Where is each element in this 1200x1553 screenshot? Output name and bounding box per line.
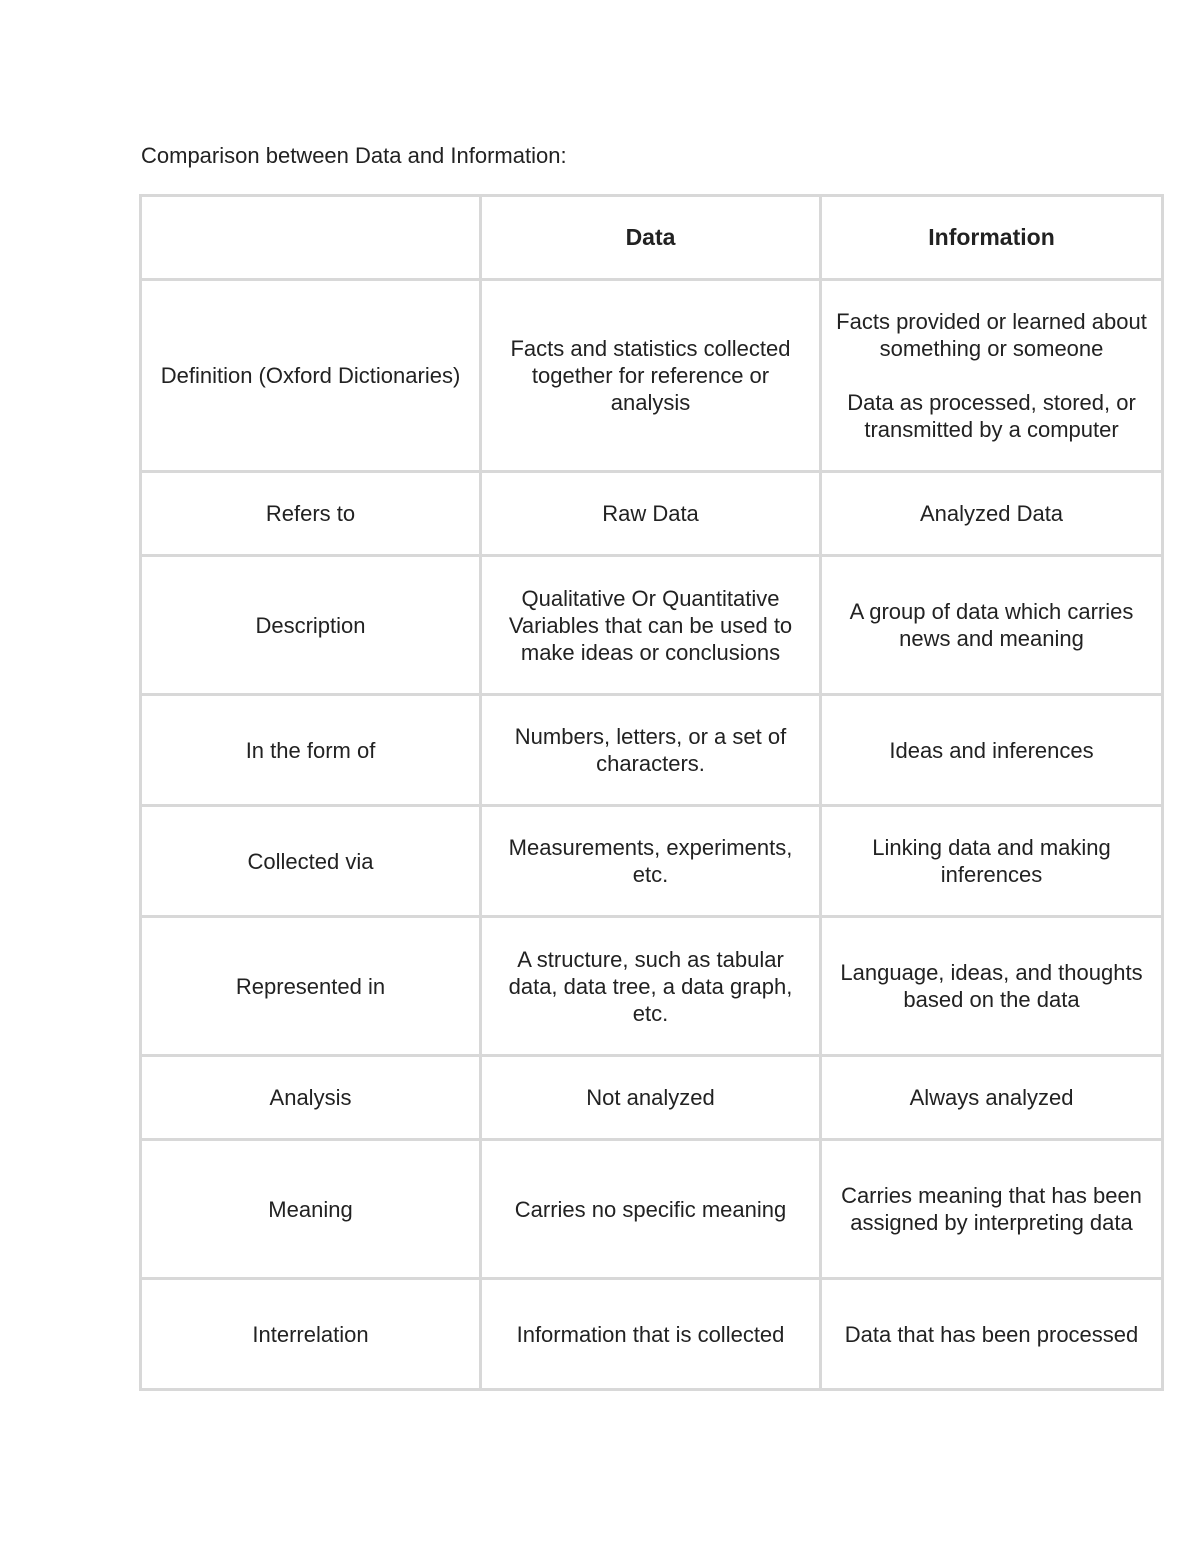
data-cell: Numbers, letters, or a set of characters. — [481, 695, 821, 806]
information-cell: Carries meaning that has been assigned by interpreting data — [821, 1140, 1163, 1279]
table-row — [141, 1279, 1163, 1390]
table-row — [141, 806, 1163, 917]
table-body — [141, 280, 1163, 1390]
information-cell: Linking data and making inferences — [821, 806, 1163, 917]
table-row — [141, 472, 1163, 556]
row-label: Definition (Oxford Dictionaries) — [141, 280, 481, 472]
data-cell: A structure, such as tabular data, data tree, a data graph, etc. — [481, 917, 821, 1056]
data-cell: Carries no specific meaning — [481, 1140, 821, 1279]
data-cell: Raw Data — [481, 472, 821, 556]
table-header-row — [141, 196, 1163, 280]
table-row — [141, 556, 1163, 695]
table-row — [141, 1140, 1163, 1279]
row-label: In the form of — [141, 695, 481, 806]
information-cell: Ideas and inferences — [821, 695, 1163, 806]
information-cell: A group of data which carries news and meaning — [821, 556, 1163, 695]
row-label: Collected via — [141, 806, 481, 917]
table-row — [141, 917, 1163, 1056]
header-cell-information: Information — [821, 196, 1163, 280]
row-label: Interrelation — [141, 1279, 481, 1390]
information-cell: Analyzed Data — [821, 472, 1163, 556]
row-label: Description — [141, 556, 481, 695]
header-cell-empty — [141, 196, 481, 280]
data-cell: Qualitative Or Quantitative Variables that can be used to make ideas or conclusions — [481, 556, 821, 695]
row-label: Meaning — [141, 1140, 481, 1279]
data-cell: Not analyzed — [481, 1056, 821, 1140]
information-cell: Always analyzed — [821, 1056, 1163, 1140]
information-cell — [821, 280, 1163, 472]
row-label: Analysis — [141, 1056, 481, 1140]
comparison-table — [139, 194, 1164, 1391]
data-cell: Information that is collected — [481, 1279, 821, 1390]
page-title: Comparison between Data and Information: — [141, 143, 567, 168]
row-label: Refers to — [141, 472, 481, 556]
table-row — [141, 695, 1163, 806]
header-cell-data: Data — [481, 196, 821, 280]
information-cell: Language, ideas, and thoughts based on the data — [821, 917, 1163, 1056]
information-paragraph: Data as processed, stored, or transmitted by a computer — [847, 390, 1136, 442]
table-row — [141, 280, 1163, 472]
information-cell: Data that has been processed — [821, 1279, 1163, 1390]
row-label: Represented in — [141, 917, 481, 1056]
table-row — [141, 1056, 1163, 1140]
data-cell: Facts and statistics collected together for reference or analysis — [481, 280, 821, 472]
data-cell: Measurements, experiments, etc. — [481, 806, 821, 917]
information-paragraph: Facts provided or learned about something or someone — [836, 309, 1147, 361]
